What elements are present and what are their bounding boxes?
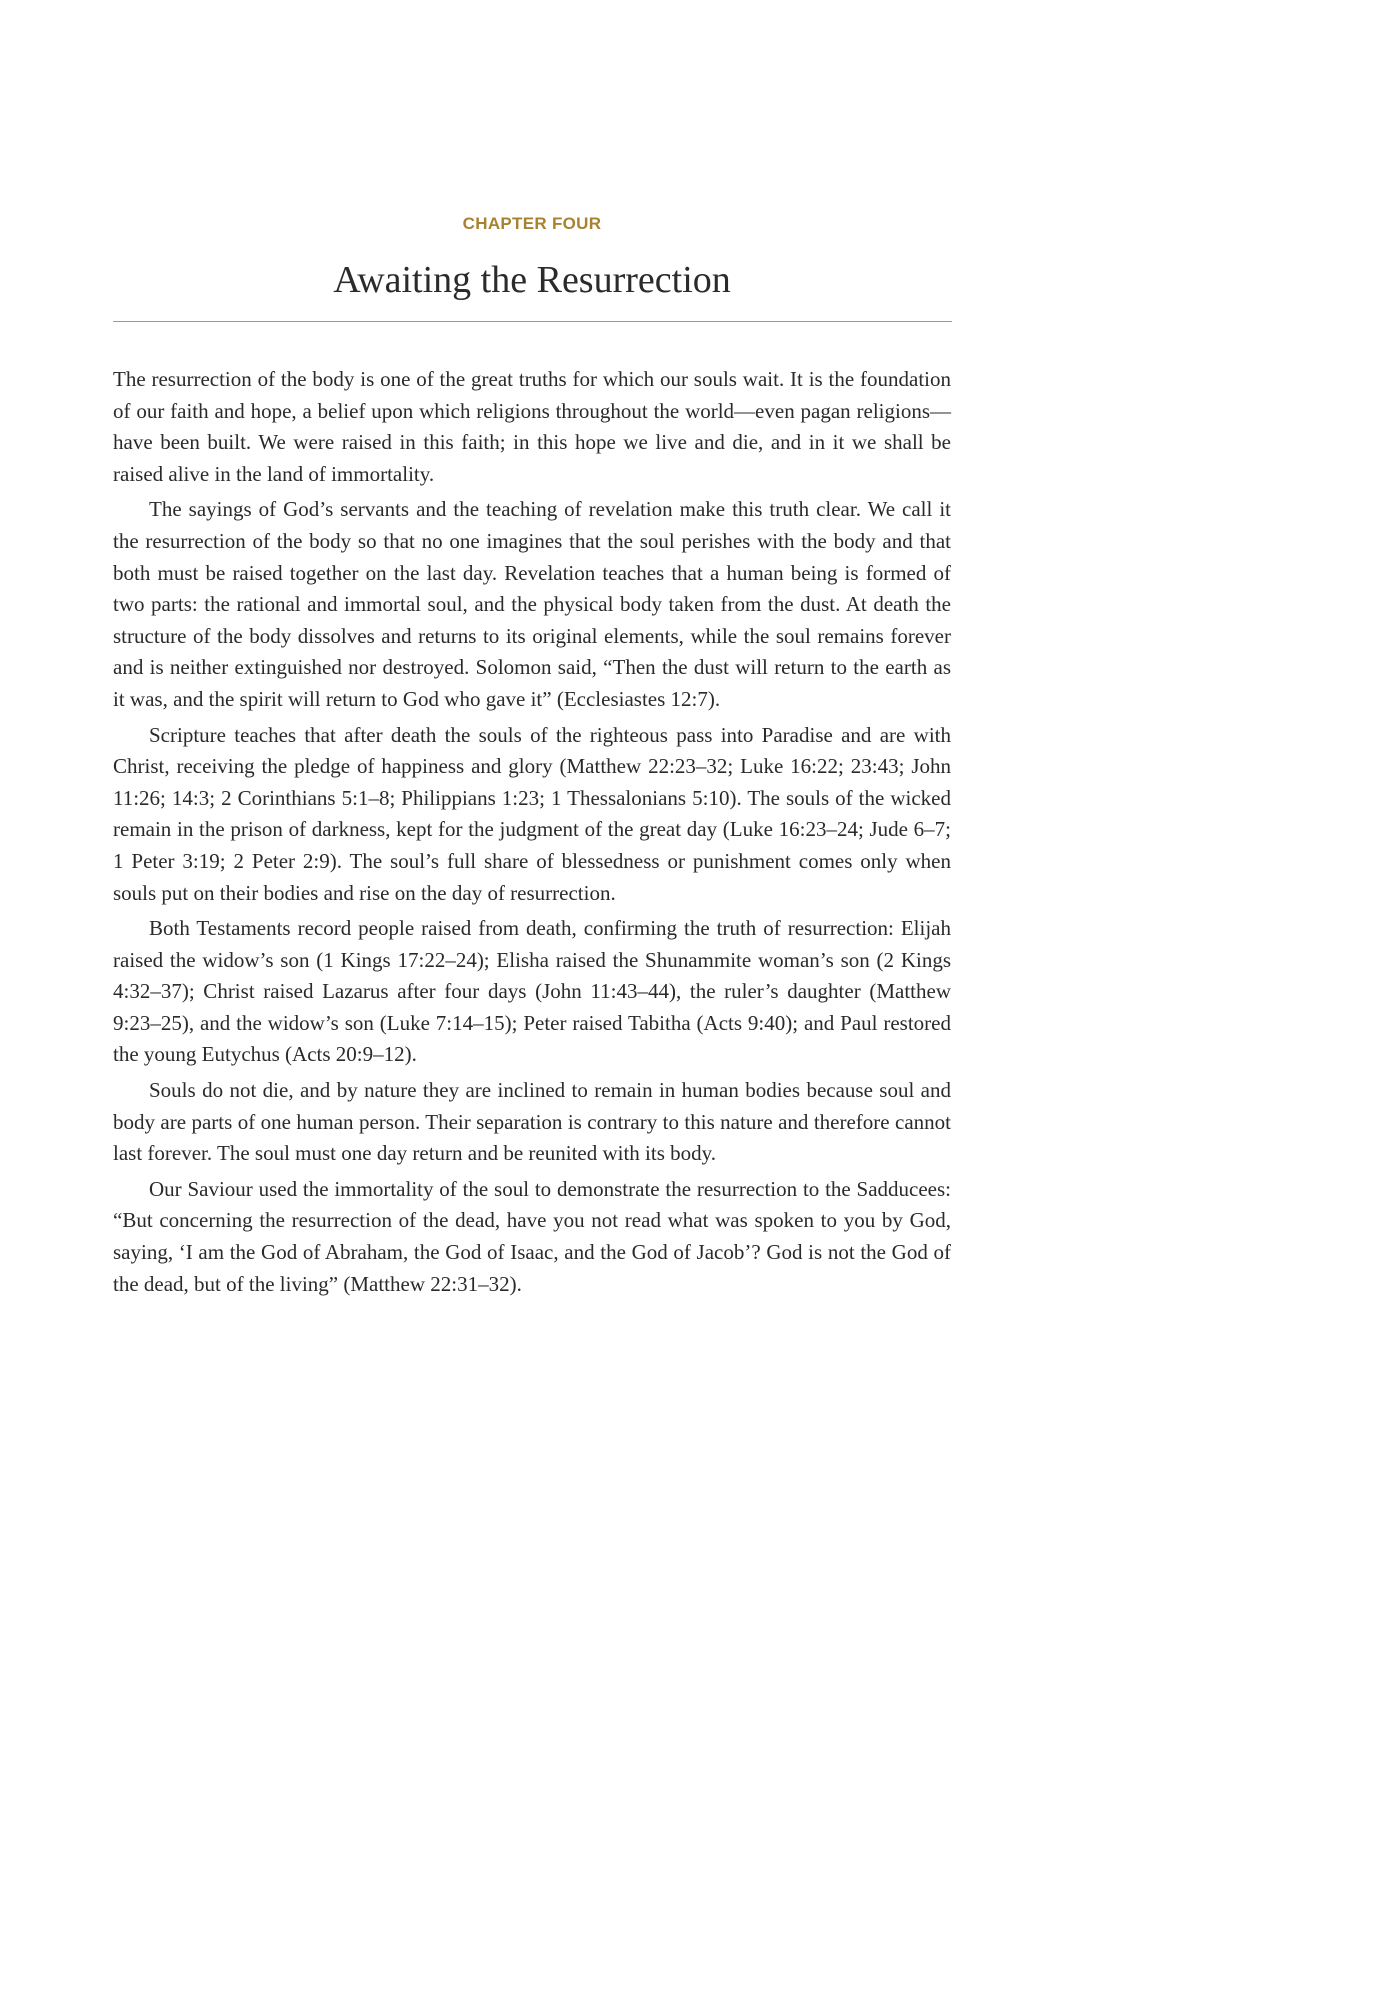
paragraph: Both Testaments record people raised from death, confirming the truth of resurrection: Elijah raised the widow’s son (1 Kings 17:22–24); Elisha raised the Shunammite woman’s son (2 Kings 4:32–37); Christ raised Lazarus after four days (John 11:43–44), the ruler’s daughter (Matthew 9:23–25), and the widow’s son (Luke 7:14–15); Peter raised Tabitha (Acts 9:40); and Paul restored the young Eutychus (Acts 20:9–12). — [113, 916, 951, 1067]
paragraph: The sayings of God’s servants and the teaching of revelation make this truth clear. We call it the resurrection of the body so that no one imagines that the soul perishes with the body and that both must be raised together on the last day. Revelation teaches that a human being is formed of two parts: the rational and immortal soul, and the physical body taken from the dust. At death the structure of the body dissolves and returns to its original elements, while the soul remains forever and is neither extinguished nor destroyed. Solomon said, “Then the dust will return to the earth as it was, and the spirit will return to God who gave it” (Ecclesiastes 12:7). — [113, 497, 951, 711]
paragraph: The resurrection of the body is one of the great truths for which our souls wait. It is the foundation of our faith and hope, a belief upon which religions throughout the world—even pagan religions—have been built. We were raised in this faith; in this hope we live and die, and in it we shall be raised alive in the land of immortality. — [113, 367, 951, 486]
paragraph: Our Saviour used the immortality of the soul to demonstrate the resurrection to the Sadducees: “But concerning the resurrection of the dead, have you not read what was spoken to you by God, saying, ‘I am the God of Abraham, the God of Isaac, and the God of Jacob’? God is not the God of the dead, but of the living” (Matthew 22:31–32). — [113, 1176, 951, 1296]
chapter-body — [113, 364, 951, 1304]
paragraph: Scripture teaches that after death the souls of the righteous pass into Paradise and are with Christ, receiving the pledge of happiness and glory (Matthew 22:23–32; Luke 16:22; 23:43; John 11:26; 14:3; 2 Corinthians 5:1–8; Philippians 1:23; 1 Thessalonians 5:10). The souls of the wicked remain in the prison of darkness, kept for the judgment of the great day (Luke 16:23–24; Jude 6–7; 1 Peter 3:19; 2 Peter 2:9). The soul’s full share of blessedness or punishment comes only when souls put on their bodies and rise on the day of resurrection. — [113, 722, 951, 905]
title-divider — [113, 321, 952, 322]
chapter-label: CHAPTER FOUR — [462, 214, 602, 233]
paragraph: Souls do not die, and by nature they are inclined to remain in human bodies because soul and body are parts of one human person. Their separation is contrary to this nature and therefore cannot last forever. The soul must one day return and be reunited with its body. — [113, 1078, 951, 1166]
chapter-title: Awaiting the Resurrection — [333, 259, 731, 301]
